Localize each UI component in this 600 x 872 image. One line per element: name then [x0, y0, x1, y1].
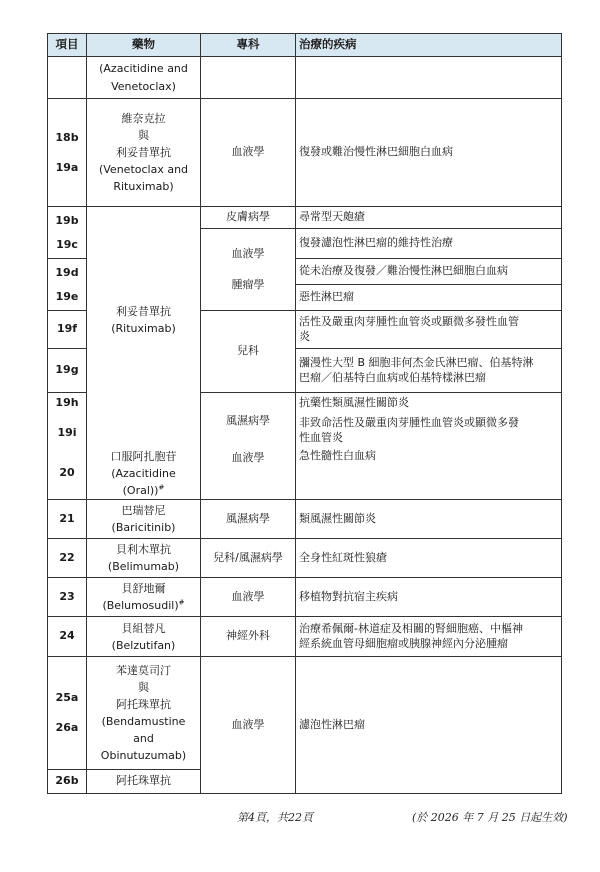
drug-name-line: 貝舒地爾: [121, 582, 166, 596]
drug-name-line: 巴瑞替尼: [121, 504, 166, 518]
specialty-cell: [201, 393, 296, 500]
specialty-line: 腫瘤學: [231, 277, 265, 291]
item-number: 19e: [55, 289, 79, 303]
item-number: 19a: [55, 160, 79, 174]
specialty-cell: 兒科/風濕病學: [201, 539, 296, 578]
specialty-cell: 血液學: [201, 99, 296, 207]
item-cell: 19g: [48, 349, 87, 393]
drug-name-line: (Belzutifan): [111, 638, 176, 652]
table-row: [48, 657, 562, 770]
drug-name-line: (Azacitidine (Oral))#: [111, 467, 176, 498]
footnote-mark: #: [158, 483, 165, 492]
specialty-line: 血液學: [231, 450, 265, 464]
drug-cell: 阿托珠單抗: [87, 770, 201, 794]
drug-name-line: 與: [138, 681, 149, 695]
specialty-cell: 血液學: [201, 578, 296, 617]
item-number: 26a: [55, 721, 79, 735]
drug-name-line: 利妥昔單抗: [116, 145, 171, 159]
effective-date: (於 2026 年 7 月 25 日起生效): [412, 811, 568, 824]
item-cell: [48, 207, 87, 259]
disease-cell: 類風濕性關節炎: [296, 500, 562, 539]
drug-cell: [87, 99, 201, 207]
table-row: [48, 207, 562, 229]
table-row: [48, 57, 562, 99]
specialty-cell: 血液學: [201, 657, 296, 794]
drug-cell: [87, 207, 201, 500]
disease-cell: 濾泡性淋巴瘤: [296, 657, 562, 794]
drug-name-line: Rituximab): [113, 180, 174, 194]
item-cell: 26b: [48, 770, 87, 794]
specialty-line: 血液學: [231, 247, 265, 261]
disease-line: 抗藥性類風濕性關節炎: [299, 396, 409, 410]
drug-cell: [87, 657, 201, 770]
disease-cell: 移植物對抗宿主疾病: [296, 578, 562, 617]
disease-cell: [296, 349, 562, 393]
footnote-mark: #: [178, 598, 185, 607]
specialty-cell: [201, 57, 296, 99]
drug-name-line: (Baricitinib): [111, 521, 176, 535]
disease-cell: [296, 57, 562, 99]
item-number: 19h: [55, 396, 79, 410]
drug-name-line: 維奈克拉: [121, 111, 166, 125]
table-row: [48, 99, 562, 207]
table-header-row: [48, 34, 562, 57]
drug-name-line: (Belumosudil)#: [102, 598, 185, 613]
drug-name-line: (Azacitidine and: [99, 62, 188, 76]
item-number: 18b: [55, 130, 79, 144]
drug-cell: [87, 57, 201, 99]
drug-name-line: and: [133, 732, 154, 746]
item-number: 19i: [57, 426, 77, 440]
item-cell: 19f: [48, 311, 87, 349]
item-cell: [48, 393, 87, 500]
item-cell: 21: [48, 500, 87, 539]
disease-line: 活性及嚴重肉芽腫性血管炎或顯微多發性血管: [299, 314, 519, 328]
drug-name-line: (Rituximab): [111, 322, 176, 336]
disease-cell: 尋常型天皰瘡: [296, 207, 562, 229]
drug-name-line: 口服阿扎胞苷: [110, 450, 177, 464]
disease-cell: [296, 393, 562, 500]
disease-line: 治療希佩爾-林道症及相關的腎細胞癌、中樞神: [299, 621, 523, 635]
item-number: 25a: [55, 691, 79, 705]
drug-table: [47, 33, 562, 794]
item-number: 19b: [55, 213, 79, 227]
drug-cell: [87, 617, 201, 657]
drug-name-line: (Venetoclax and: [98, 163, 189, 177]
header-drug: 藥物: [87, 34, 201, 57]
disease-cell: 從未治療及復發／難治慢性淋巴細胞白血病: [296, 259, 562, 285]
item-number: 20: [59, 466, 75, 480]
disease-line: 經系統血管母細胞瘤或胰腺神經內分泌腫瘤: [299, 636, 508, 650]
disease-line: 急性髓性白血病: [299, 449, 376, 463]
item-number: 19c: [56, 237, 78, 251]
drug-name-line: Venetoclax): [111, 79, 176, 93]
specialty-cell: 兒科: [201, 311, 296, 393]
disease-line: 巴瘤／伯基特白血病或伯基特樣淋巴瘤: [299, 370, 486, 384]
drug-name-line: (Belimumab): [107, 560, 180, 574]
header-item: 項目: [48, 34, 87, 57]
disease-cell: [296, 311, 562, 349]
drug-cell: [87, 500, 201, 539]
drug-name-line: 苯達莫司汀: [116, 664, 171, 678]
table-row: [48, 500, 562, 539]
specialty-cell: [201, 229, 296, 311]
drug-name-line: 貝組替凡: [121, 621, 166, 635]
disease-cell: 復發或難治慢性淋巴細胞白血病: [296, 99, 562, 207]
item-cell: 22: [48, 539, 87, 578]
item-number: 19d: [55, 265, 79, 279]
item-cell: 23: [48, 578, 87, 617]
specialty-line: 風濕病學: [226, 414, 270, 428]
table-row: [48, 539, 562, 578]
disease-cell: [296, 617, 562, 657]
table-row: [48, 578, 562, 617]
drug-name-line: 貝利木單抗: [116, 543, 171, 557]
disease-line: 性血管炎: [299, 430, 343, 444]
header-specialty: 專科: [201, 34, 296, 57]
specialty-cell: 風濕病學: [201, 500, 296, 539]
disease-cell: 復發濾泡性淋巴瘤的維持性治療: [296, 229, 562, 259]
header-disease: 治療的疾病: [296, 34, 562, 57]
disease-line: 炎: [299, 329, 310, 343]
disease-cell: 全身性紅斑性狼瘡: [296, 539, 562, 578]
item-cell: [48, 99, 87, 207]
item-cell: [48, 657, 87, 770]
specialty-cell: 皮膚病學: [201, 207, 296, 229]
specialty-cell: 神經外科: [201, 617, 296, 657]
page-number: 第4頁，共22頁: [237, 811, 313, 824]
item-cell: [48, 259, 87, 311]
drug-name-line: 阿托珠單抗: [116, 698, 171, 712]
drug-name-line: 利妥昔單抗: [116, 305, 171, 318]
drug-name-line: 與: [138, 128, 149, 142]
disease-line: 瀰漫性大型 B 細胞非何杰金氏淋巴瘤、伯基特淋: [299, 355, 534, 369]
drug-name-line: (Bendamustine: [101, 715, 186, 729]
disease-cell: 惡性淋巴瘤: [296, 285, 562, 311]
drug-cell: [87, 578, 201, 617]
drug-name-line: Obinutuzumab): [100, 749, 187, 763]
table-row: [48, 617, 562, 657]
disease-line: 非致命活性及嚴重肉芽腫性血管炎或顯微多發: [299, 415, 519, 429]
item-cell: 24: [48, 617, 87, 657]
item-cell: [48, 57, 87, 99]
drug-cell: [87, 539, 201, 578]
